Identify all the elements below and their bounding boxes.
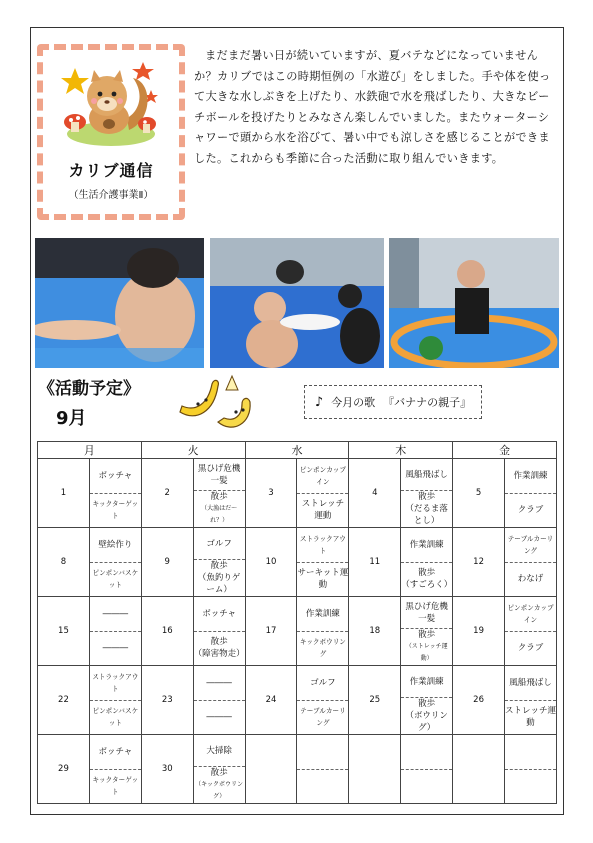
activity-note: （ボウリング） (405, 711, 448, 733)
activity-secondary (401, 629, 452, 665)
activity-primary (505, 735, 556, 770)
activity-primary-label: 風船飛ばし (405, 469, 448, 480)
header-wed: 水 (245, 442, 349, 459)
calendar-day-number: 10 (245, 528, 297, 597)
newsletter-subtitle: （生活介護事業Ⅱ） (68, 190, 154, 201)
activity-primary-label: ボッチャ (202, 608, 236, 619)
activity-primary (90, 597, 141, 632)
calendar-day-number: 11 (349, 528, 401, 597)
activity-primary-label: 大掃除 (206, 745, 232, 756)
activity-secondary (90, 770, 141, 804)
calendar-day-number: 5 (453, 459, 505, 528)
calendar-activity-cell (89, 528, 141, 597)
schedule-title: 《活動予定》 (38, 379, 140, 399)
activity-primary (194, 735, 245, 767)
activity-note: （魚釣りゲーム） (197, 573, 241, 595)
calendar-day-number (453, 735, 505, 804)
header-thu: 木 (349, 442, 453, 459)
newsletter-title: カリブ通信 (68, 161, 154, 180)
calendar-day-number: 23 (141, 666, 193, 735)
activity-primary (297, 597, 348, 632)
activity-primary-label: 作業訓練 (305, 608, 340, 619)
calendar-activity-cell (505, 735, 557, 804)
activity-secondary (297, 563, 348, 597)
photo-pool-2 (210, 238, 384, 368)
activity-primary-label: 風船飛ばし (509, 677, 552, 688)
calendar-day-number: 19 (453, 597, 505, 666)
activity-primary (90, 666, 141, 701)
calendar-day-number: 17 (245, 597, 297, 666)
calendar-week-row (38, 597, 557, 666)
calendar-day-number (349, 735, 401, 804)
calendar-activity-cell (193, 735, 245, 804)
activity-secondary-label: テーブルカーリング (300, 707, 346, 728)
activity-note: （だるま落とし） (405, 504, 448, 526)
calendar-activity-cell (401, 528, 453, 597)
calendar-activity-cell (193, 597, 245, 666)
calendar-day-number: 3 (245, 459, 297, 528)
activity-secondary (401, 491, 452, 527)
activity-primary-label: 壁絵作り (98, 539, 133, 550)
calendar-day-number: 26 (453, 666, 505, 735)
calendar-day-number: 15 (38, 597, 90, 666)
calendar-day-number: 1 (38, 459, 90, 528)
music-note-icon: ♪ (314, 394, 324, 410)
activity-primary (401, 666, 452, 698)
squirrel-illustration (61, 60, 161, 148)
activity-primary (90, 528, 141, 563)
activity-note: （すごろく） (401, 580, 453, 591)
song-title: 『バナナの親子』 (383, 396, 472, 409)
activity-secondary (194, 632, 245, 666)
activity-secondary (90, 701, 141, 735)
calendar-day-number: 12 (453, 528, 505, 597)
activity-secondary (297, 701, 348, 735)
activity-primary-label: ボッチャ (98, 470, 133, 481)
activity-secondary (505, 770, 556, 804)
activity-secondary-label: 散歩 (418, 630, 436, 640)
activity-primary-label: ストラックアウト (299, 534, 346, 555)
activity-primary (505, 459, 556, 494)
activity-primary-label: ――― (102, 608, 129, 619)
schedule-month: 9月 (56, 408, 87, 429)
calendar-activity-cell (89, 666, 141, 735)
activity-primary-label: 黒ひげ危機一髪 (197, 463, 241, 486)
activity-primary (297, 735, 348, 770)
activity-secondary-label: 散歩 (210, 561, 228, 571)
calendar-week-row (38, 528, 557, 597)
calendar-activity-cell (505, 597, 557, 666)
activity-secondary-label: ――― (102, 643, 129, 654)
activity-primary (194, 459, 245, 491)
calendar-day-number: 22 (38, 666, 90, 735)
calendar-activity-cell (297, 528, 349, 597)
calendar-activity-cell (297, 459, 349, 528)
activity-secondary-label: 散歩 (418, 699, 436, 709)
calendar-week-row (38, 666, 557, 735)
activity-primary (90, 735, 141, 770)
activity-secondary-label: キックボウリング (299, 638, 346, 659)
activity-secondary (505, 701, 556, 735)
song-label: 今月の歌 (331, 396, 376, 409)
activity-primary (90, 459, 141, 494)
activity-secondary-label: 散歩 (210, 492, 228, 502)
activity-primary-label: 作業訓練 (409, 539, 444, 550)
activity-secondary-label: クラブ (517, 643, 544, 654)
calendar-activity-cell (401, 459, 453, 528)
activity-note: （キックボウリング） (195, 781, 244, 800)
activity-secondary-label: ストレッチ運動 (505, 706, 556, 729)
song-of-month-box (304, 385, 482, 419)
calendar-header-row (38, 442, 557, 459)
activity-secondary-label: サーキット運動 (297, 568, 349, 591)
calendar-day-number: 29 (38, 735, 90, 804)
activity-secondary (401, 698, 452, 734)
activity-secondary (505, 494, 556, 528)
activity-primary-label: ゴルフ (310, 677, 336, 688)
calendar-day-number: 9 (141, 528, 193, 597)
calendar-activity-cell (297, 666, 349, 735)
activity-secondary-label: 散歩 (418, 492, 436, 502)
activity-secondary-label: ――― (206, 712, 232, 723)
header-tue: 火 (141, 442, 245, 459)
calendar-activity-cell (89, 735, 141, 804)
activity-primary (401, 459, 452, 491)
calendar-activity-cell (401, 735, 453, 804)
activity-primary (194, 666, 245, 701)
activity-secondary (194, 560, 245, 596)
activity-primary-label: 黒ひげ危機一髪 (405, 601, 448, 624)
calendar-day-number (245, 735, 297, 804)
calendar-activity-cell (193, 528, 245, 597)
activity-primary-label: 作業訓練 (409, 676, 444, 687)
banana-illustration (174, 372, 256, 434)
calendar-activity-cell (193, 459, 245, 528)
activity-secondary-label: 散歩 (418, 568, 436, 579)
calendar-activity-cell (89, 597, 141, 666)
activity-secondary-label: クラブ (517, 505, 544, 516)
activity-primary (401, 597, 452, 629)
activity-primary-label: ボッチャ (98, 746, 133, 757)
newsletter-logo (37, 44, 185, 220)
activity-primary-label: ピンポンカップイン (299, 465, 346, 486)
photo-pool-1 (35, 238, 204, 368)
activity-note: （大漁はだ～れ？） (201, 505, 238, 524)
activity-secondary (90, 563, 141, 597)
activity-secondary-label: キックターゲット (92, 776, 139, 797)
activity-primary (505, 666, 556, 701)
calendar-activity-cell (193, 666, 245, 735)
calendar-activity-cell (89, 459, 141, 528)
header-fri: 金 (453, 442, 557, 459)
activity-secondary-label: ピンポンバスケット (92, 569, 139, 590)
photo-pool-3 (389, 238, 559, 368)
activity-primary (194, 597, 245, 632)
activity-primary (297, 528, 348, 563)
activity-primary (505, 528, 556, 563)
activity-secondary (194, 701, 245, 735)
activity-secondary (505, 563, 556, 597)
calendar-activity-cell (297, 597, 349, 666)
activity-secondary (401, 770, 452, 804)
calendar-activity-cell (505, 528, 557, 597)
calendar-activity-cell (297, 735, 349, 804)
activity-secondary (401, 563, 452, 597)
activity-secondary (90, 494, 141, 528)
activity-secondary-label: ピンポンバスケット (92, 707, 139, 728)
calendar-activity-cell (401, 666, 453, 735)
activity-primary-label: 作業訓練 (513, 470, 548, 481)
calendar-day-number: 8 (38, 528, 90, 597)
activity-primary-label: テーブルカーリング (507, 534, 554, 555)
intro-paragraph: まだまだ暑い日が続いていますが、夏バテなどになっていませんか？カリブではこの時期恒例の「水遊び」をしました。手や体を使って大きな水しぶきを上げたり、水鉄砲で水を飛ばしたり、大きなビーチボールを投げたりとみなさん楽しんでいました。またウォーターシャワーで頭から水を浴びて、暑い中でも涼しさを感じることができました。これからも季節に合った活動に取り組んでいきます。 (194, 49, 551, 165)
calendar-day-number: 2 (141, 459, 193, 528)
activity-secondary (505, 632, 556, 666)
activity-note: （障害物走） (193, 649, 245, 660)
calendar-day-number: 30 (141, 735, 193, 804)
header-mon: 月 (38, 442, 142, 459)
activity-primary-label: ストラックアウト (92, 672, 139, 693)
activity-secondary (194, 767, 245, 803)
activity-secondary (297, 770, 348, 804)
calendar-day-number: 16 (141, 597, 193, 666)
calendar-activity-cell (505, 459, 557, 528)
activity-primary-label: ピンポンカップイン (507, 603, 554, 624)
activity-secondary (297, 632, 348, 666)
calendar-activity-cell (505, 666, 557, 735)
activity-primary (401, 528, 452, 563)
activity-primary (401, 735, 452, 770)
activity-primary (505, 597, 556, 632)
activity-calendar (37, 441, 557, 804)
activity-secondary-label: 散歩 (210, 637, 228, 648)
activity-secondary (297, 494, 348, 528)
activity-primary (194, 528, 245, 560)
calendar-day-number: 4 (349, 459, 401, 528)
activity-secondary-label: キックターゲット (92, 500, 139, 521)
calendar-week-row (38, 735, 557, 804)
activity-secondary (90, 632, 141, 666)
activity-primary (297, 459, 348, 494)
activity-note: （ストレッチ運動） (405, 643, 448, 662)
activity-secondary-label: ストレッチ運動 (301, 499, 345, 522)
activity-secondary-label: 散歩 (210, 768, 228, 778)
calendar-day-number: 24 (245, 666, 297, 735)
activity-primary (297, 666, 348, 701)
activity-primary-label: ゴルフ (206, 538, 232, 549)
calendar-day-number: 25 (349, 666, 401, 735)
calendar-activity-cell (401, 597, 453, 666)
activity-primary-label: ――― (206, 677, 232, 688)
calendar-week-row (38, 459, 557, 528)
activity-secondary-label: わなげ (517, 574, 544, 585)
activity-secondary (194, 491, 245, 527)
calendar-day-number: 18 (349, 597, 401, 666)
